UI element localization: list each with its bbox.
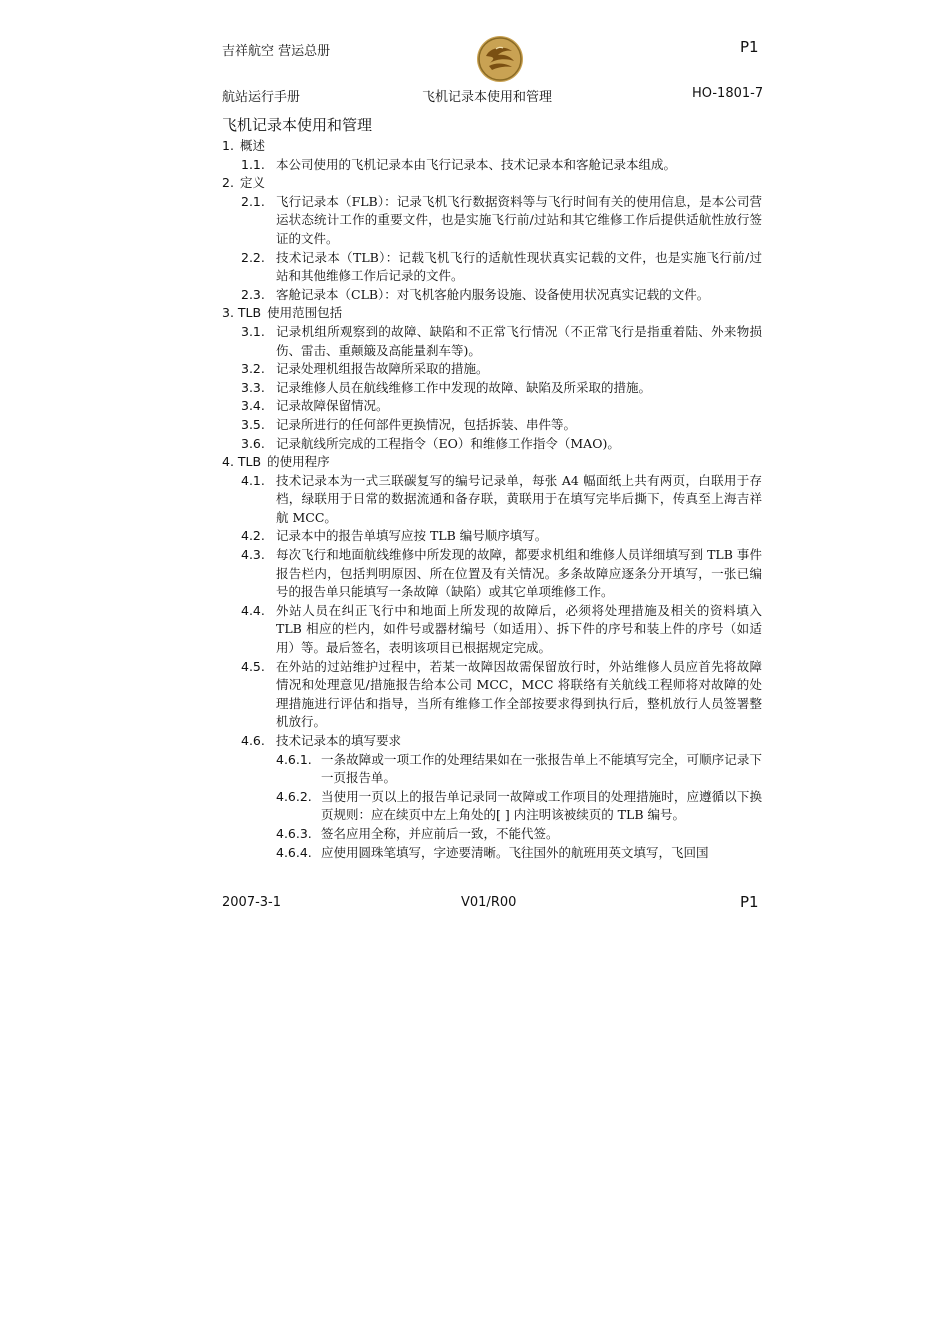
list-item [222,360,762,379]
list-item-number: 3.2. [241,361,265,377]
list-item-text: 记录航线所完成的工程指令（EO）和维修工作指令（MAO)。 [276,435,620,451]
list-item [222,397,762,416]
list-item-text: 本公司使用的飞机记录本由飞行记录本、技术记录本和客舱记录本组成。 [276,156,677,172]
list-item [222,732,762,751]
list-item [222,416,762,435]
section-heading-text: 定义 [239,175,265,191]
list-item-number: 4.3. [241,547,265,563]
header-doc-title: 飞机记录本使用和管理 [422,90,553,105]
list-item-number: 4.1. [241,472,265,488]
list-item-text: 每次飞行和地面航线维修中所发现的故障，都要求机组和维修人员详细填写到 TLB 事件报告栏内，包括判明原因、所在位置及有关情况。多条故障应逐条分开填写，一张已编号的报告单只能填写一条故障（缺陷）或其它单项维修工作。 [276,547,762,600]
section-heading-text: 的使用程序 [267,454,330,470]
list-item [222,527,762,546]
list-item-number: 4.5. [241,658,265,674]
sub-list-item-number: 4.6.2. [276,788,312,804]
section-heading-text: 概述 [239,138,265,153]
list-item-number: 1.1. [241,156,265,172]
sub-list-item [222,844,762,863]
list-item-number: 4.2. [241,528,265,544]
list-item-text: 技术记录本为一式三联碳复写的编号记录单，每张 A4 幅面纸上共有两页，白联用于存档，绿联用于日常的数据流通和备存联，黄联用于在填写完毕后撕下，传真至上海吉祥航 MCC。 [276,472,762,525]
list-item [222,323,762,360]
list-item [222,435,762,454]
list-item-text: 技术记录本（TLB）：记载飞机飞行的适航性现状真实记载的文件，也是实施飞行前/过站和其他维修工作后记录的文件。 [276,249,762,284]
footer-version: V01/R00 [461,895,517,910]
list-item-text: 技术记录本的填写要求 [276,733,402,748]
list-item-number: 4.6. [241,733,265,748]
list-item-text: 记录处理机组报告故障所采取的措施。 [276,361,489,377]
sub-list-item-text: 签名应用全称，并应前后一致，不能代签。 [321,825,559,841]
section-heading-number: 4. TLB [222,454,262,470]
list-item-number: 3.6. [241,435,265,451]
section-heading [222,174,762,193]
list-item-number: 2.2. [241,249,265,265]
list-item-number: 2.1. [241,193,265,209]
list-item-text: 客舱记录本（CLB）：对飞机客舱内服务设施、设备使用状况真实记载的文件。 [276,286,710,302]
list-item-text: 外站人员在纠正飞行中和地面上所发现的故障后，必须将处理措施及相关的资料填入 TLB 相应的栏内，如件号或器材编号（如适用）、拆下件的序号和装上件的序号（如适用）等。最后签名，表明该项目已根据规定完成。 [276,602,762,656]
sub-list-item-number: 4.6.1. [276,751,312,767]
list-item-text: 飞行记录本（FLB）：记录飞机飞行数据资料等与飞行时间有关的使用信息，是本公司营运状态统计工作的重要文件，也是实施飞行前/过站和其它维修工作后提供适航性放行签证的文件。 [276,193,762,246]
section-heading-number: 3. TLB [222,305,262,321]
sub-list-item [222,825,762,844]
page-number-bottom: P1 [740,893,759,911]
list-item-number: 3.4. [241,398,265,414]
list-item-number: 3.3. [241,379,265,395]
page-title: 飞机记录本使用和管理 [222,116,373,134]
sub-list-item-text: 当使用一页以上的报告单记录同一故障或工作项目的处理措施时，应遵循以下换页规则：应在续页中左上角处的[ ] 内注明该被续页的 TLB 编号。 [321,788,762,823]
document-body [222,137,762,862]
list-item [222,193,762,249]
list-item-number: 3.1. [241,323,265,339]
sub-list-item-text: 一条故障或一项工作的处理结果如在一张报告单上不能填写完全，可顺序记录下一页报告单。 [321,751,762,786]
list-item [222,472,762,528]
list-item-text: 记录故障保留情况。 [276,398,389,414]
list-item [222,546,762,602]
list-item-text: 记录所进行的任何部件更换情况，包括拆装、串件等。 [276,416,577,432]
list-item-text: 记录机组所观察到的故障、缺陷和不正常飞行情况（不正常飞行是指重着陆、外来物损伤、雷击、重颠簸及高能量刹车等)。 [276,323,762,358]
list-item-number: 3.5. [241,416,265,432]
company-manual-label: 吉祥航空 营运总册 [222,44,331,59]
list-item [222,658,762,732]
list-item [222,249,762,286]
list-item [222,286,762,305]
list-item-number: 2.3. [241,286,265,302]
sub-list-item-number: 4.6.4. [276,844,312,860]
footer-date: 2007-3-1 [222,895,282,910]
list-item [222,156,762,175]
list-item [222,379,762,398]
sub-list-item [222,751,762,788]
company-logo-icon [476,35,524,83]
sub-list-item-text: 应使用圆珠笔填写，字迹要清晰。飞往国外的航班用英文填写，飞回国 [321,844,709,860]
section-heading [222,137,762,156]
list-item-text: 记录维修人员在航线维修工作中发现的故障、缺陷及所采取的措施。 [276,379,652,395]
sub-list-item-number: 4.6.3. [276,825,312,841]
list-item-text: 记录本中的报告单填写应按 TLB 编号顺序填写。 [276,528,548,544]
section-heading [222,453,762,472]
page-number-top: P1 [740,38,759,56]
list-item-text: 在外站的过站维护过程中，若某一故障因故需保留放行时，外站维修人员应首先将故障情况和处理意见/措施报告给本公司 MCC，MCC 将联络有关航线工程师将对故障的处理措施进行评估和指导，当所有维修工作全部按要求得到执行后，整机放行人员签署整机放行。 [276,658,762,730]
section-heading [222,304,762,323]
manual-name: 航站运行手册 [222,90,301,105]
doc-code: HO-1801-7 [692,86,764,101]
list-item [222,602,762,658]
list-item-number: 4.4. [241,602,265,618]
section-heading-number: 2. [222,175,234,191]
section-heading-number: 1. [222,138,234,153]
sub-list-item [222,788,762,825]
section-heading-text: 使用范围包括 [267,305,343,321]
